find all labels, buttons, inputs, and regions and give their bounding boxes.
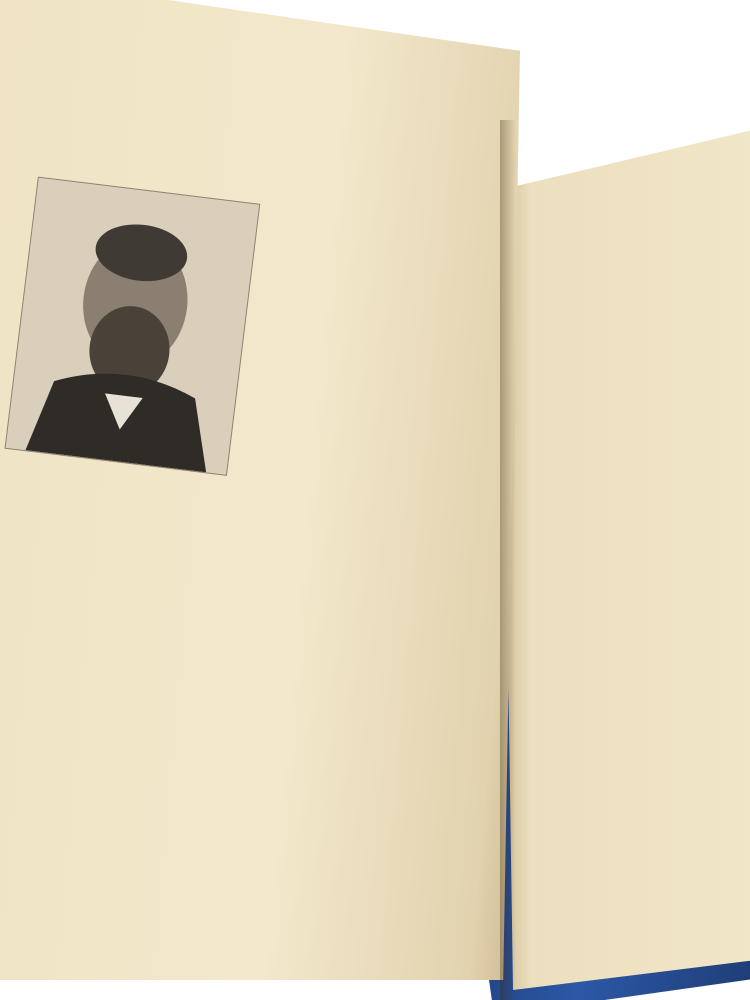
right-page <box>495 120 750 990</box>
book-gutter <box>500 120 516 1000</box>
portrait-image <box>5 177 261 476</box>
